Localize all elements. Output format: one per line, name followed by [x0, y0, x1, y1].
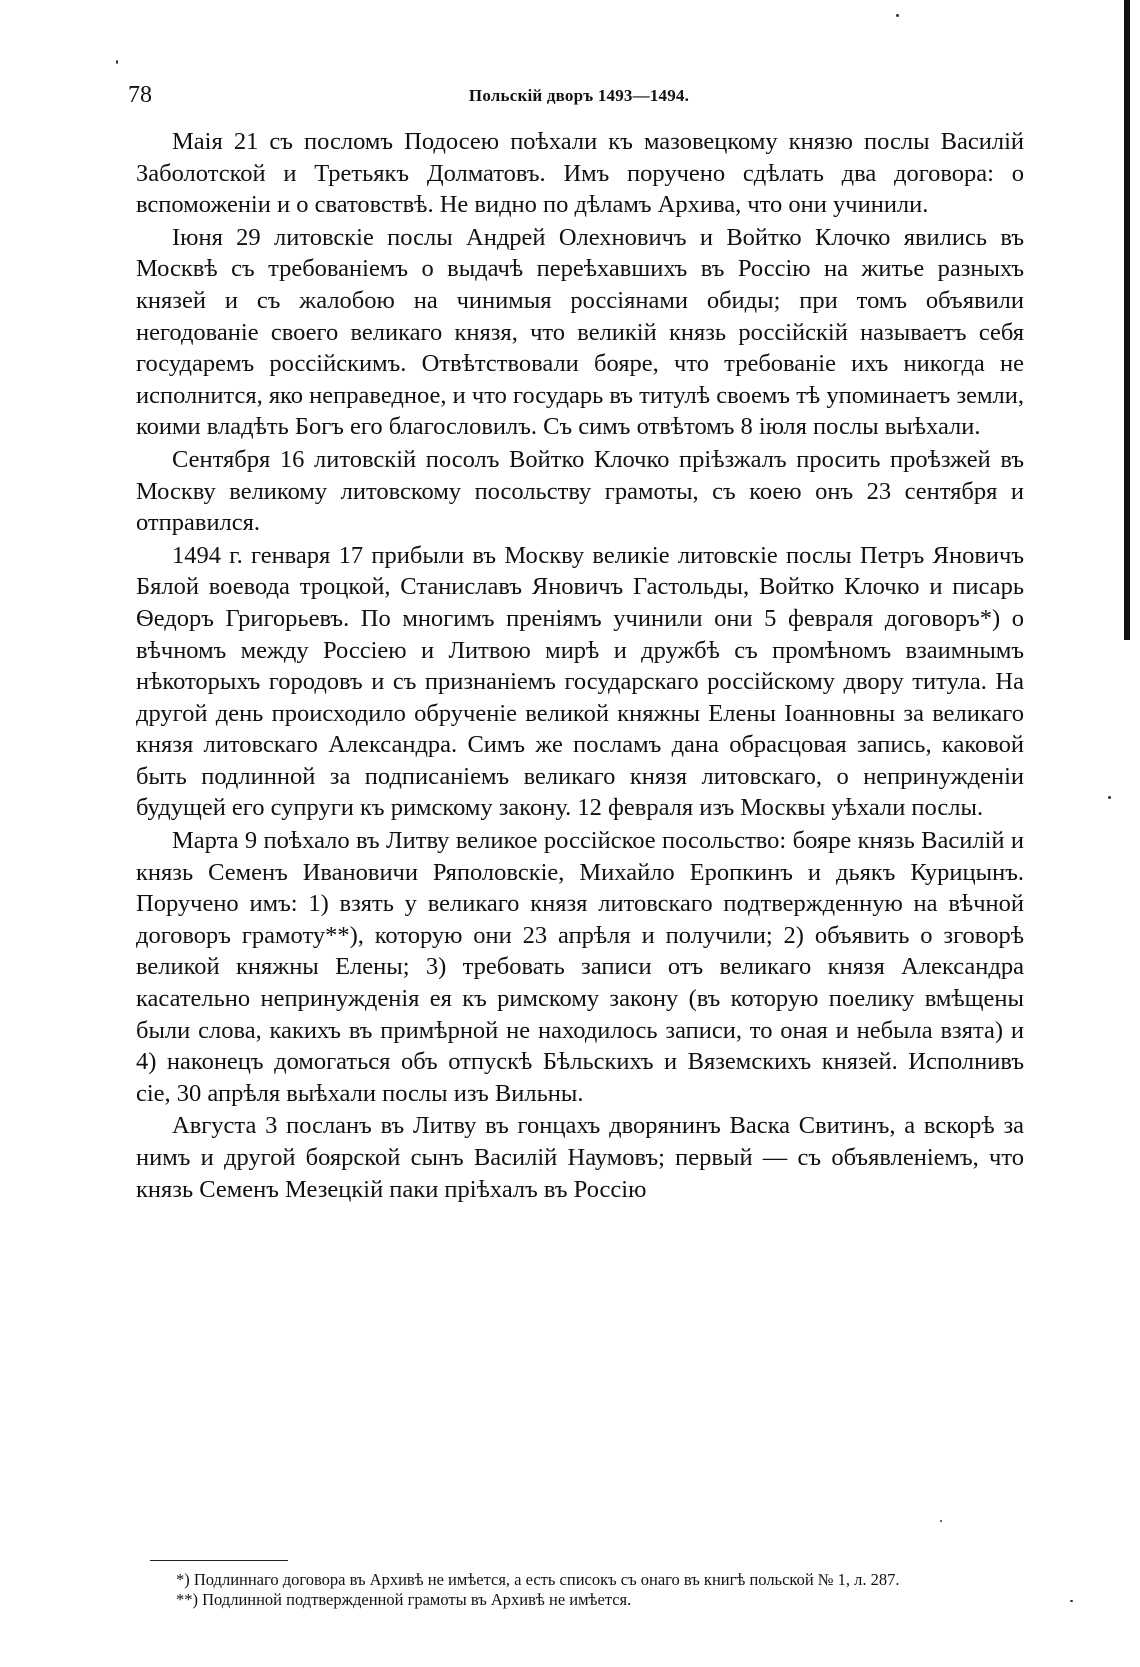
footnotes [140, 1570, 1028, 1610]
running-title: Польскій дворъ 1493—1494. [468, 86, 690, 105]
paragraph-march-9: Марта 9 поѣхало въ Литву великое россійское посольство: бояре князь Василій и князь Семенъ Ивановичи Ряполовскіе, Михайло Еропкинъ и дьякъ Курицынъ. Поручено имъ: 1) взять у великаго князя литовскаго подтвержденную на вѣчной договоръ грамоту**), которую они 23 апрѣля и получили; 2) объявить о зговорѣ великой княжны Елены; 3) требовать записи отъ великаго князя Александра касательно непринужденія ея къ римскому закону (въ которую поелику вмѣщены были слова, какихъ въ примѣрной не находилось записи, то оная и небыла взята) и 4) наконецъ домогаться объ отпускѣ Бѣльскихъ и Вяземскихъ князей. Исполнивъ сіе, 30 апрѣля выѣхали послы изъ Вильны. [136, 827, 1024, 1107]
page-header [128, 82, 1030, 116]
scan-speck [940, 1520, 942, 1522]
scan-speck [896, 14, 899, 17]
paragraph-june-29: Іюня 29 литовскіе послы Андрей Олехновичъ и Войтко Клочко явились въ Москвѣ съ требованіемъ о выдачѣ переѣхавшихъ въ Россію на житье разныхъ князей и съ жалобою на чинимыя россіянами обиды; при томъ объявили негодованіе своего великаго князя, что великій князь россійскій называетъ себя государемъ россійскимъ. Отвѣтствовали бояре, что требованіе ихъ никогда не исполнится, яко неправедное, и что государь въ титулѣ своемъ тѣ упоминаетъ земли, коими владѣть Богъ его благословилъ. Съ симъ отвѣтомъ 8 іюля послы выѣхали. [136, 223, 1024, 441]
paragraph-1494-january: 1494 г. генваря 17 прибыли въ Москву великіе литовскіе послы Петръ Яновичъ Бялой воевода троцкой, Станиславъ Яновичъ Гастольды, Войтко Клочко и писарь Ѳедоръ Григорьевъ. По многимъ преніямъ учинили они 5 февраля договоръ*) о вѣчномъ между Россіею и Литвою мирѣ и дружбѣ съ промѣномъ взаимнымъ нѣкоторыхъ городовъ и съ признаніемъ государскаго россійскому двору титула. На другой день происходило обрученіе великой княжны Елены Іоанновны за великаго князя литовскаго Александра. Симъ же посламъ дана обрасцовая запись, каковой быть подлинной за подписаніемъ великаго князя литовскаго, о непринужденіи будущей его супруги къ римскому закону. 12 февраля изъ Москвы уѣхали послы. [136, 541, 1024, 822]
footnote-2: **) Подлинной подтвержденной грамоты въ Архивѣ не имѣется. [176, 1590, 632, 1609]
main-text [136, 126, 1024, 1205]
scan-speck [1070, 1600, 1073, 1602]
paragraph-august-3: Августа 3 посланъ въ Литву въ гонцахъ дворянинъ Васка Свитинъ, а вскорѣ за нимъ и другой боярской сынъ Василій Наумовъ; первый — съ объявленіемъ, что князь Семенъ Мезецкій паки пріѣхалъ въ Россію [136, 1112, 1024, 1203]
paragraph-september-16: Сентября 16 литовскій посолъ Войтко Клочко пріѣзжалъ просить проѣзжей въ Москву великому литовскому посольству грамоты, съ коею онъ 23 сентября и отправился. [136, 445, 1024, 537]
footnote-1: *) Подлиннаго договора въ Архивѣ не имѣется, а есть списокъ съ онаго въ книгѣ польской № 1, л. 287. [176, 1570, 900, 1589]
paragraph-may-21: Маія 21 съ посломъ Подосею поѣхали къ мазовецкому князю послы Василій Заболотской и Третьякъ Долматовъ. Имъ поручено сдѣлать два договора: о вспоможеніи и о сватовствѣ. Не видно по дѣламъ Архива, что они учинили. [136, 128, 1024, 219]
scan-edge-shadow [1124, 0, 1130, 640]
footnote-separator [150, 1560, 288, 1561]
scan-speck [1108, 796, 1111, 799]
scan-speck [116, 60, 118, 64]
page-number: 78 [128, 82, 152, 108]
